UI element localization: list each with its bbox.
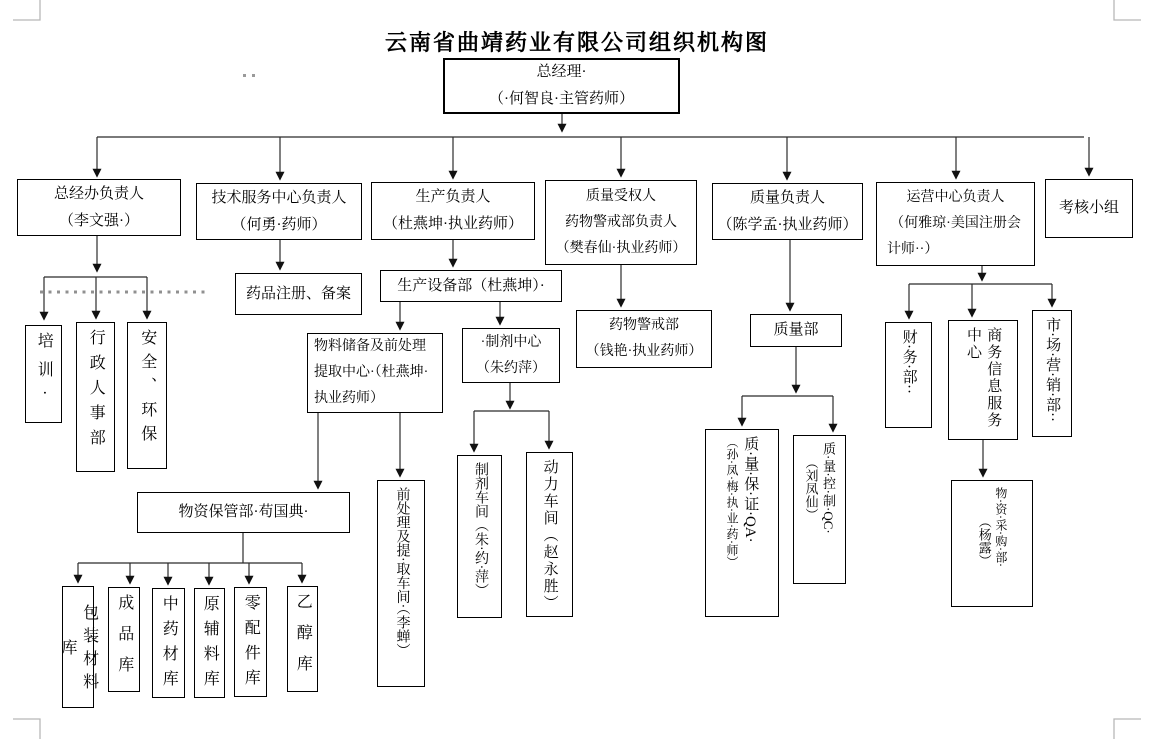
node-text: （李文强·） xyxy=(59,212,139,229)
node-text: 药物警戒部负责人 xyxy=(565,214,677,230)
node-assessment-team xyxy=(1045,179,1133,238)
node-text: （陈学孟·执业药师） xyxy=(717,216,858,233)
node-quality-head xyxy=(712,183,863,240)
node-text: （何雅琼·美国注册会 xyxy=(890,216,1021,231)
node-preparation-center xyxy=(462,328,560,383)
node-general-manager xyxy=(443,58,680,114)
node-finance-dept xyxy=(885,322,932,428)
node-text: （刘凤仙） xyxy=(803,456,819,521)
node-text: ·制剂中心 xyxy=(480,334,542,350)
node-text: 质量负责人 xyxy=(749,189,825,206)
node-drug-registration xyxy=(235,273,362,315)
node-raw-auxiliary-material-warehouse xyxy=(194,588,225,698)
node-material-storage-pretreatment-center xyxy=(307,333,443,413)
node-chinese-medicine-warehouse xyxy=(152,588,185,698)
node-text: 商务信息服务 xyxy=(985,327,1002,429)
node-training xyxy=(25,325,62,423)
node-text: 生产设备部（杜燕坤）· xyxy=(397,278,545,294)
node-text: （樊春仙·执业药师） xyxy=(555,240,687,256)
node-text: （杨露） xyxy=(976,515,992,567)
node-text: 成品库 xyxy=(115,594,133,687)
node-pharmacovigilance-dept xyxy=(576,310,712,368)
node-text: 财·务·部·· xyxy=(900,329,917,394)
node-text: （·何智良·主管药师） xyxy=(489,91,634,107)
node-text: 行政人事部 xyxy=(87,329,105,454)
node-text: 质·量·保·证·QA· xyxy=(742,436,759,543)
node-text: 药物警戒部 xyxy=(609,318,679,333)
node-production-equipment-dept xyxy=(380,270,562,302)
node-text: 制剂车间（朱·约·萍） xyxy=(472,462,488,598)
node-text: 市·场·营·销·部·· xyxy=(1044,317,1061,422)
node-text: 考核小组 xyxy=(1058,200,1119,216)
node-power-workshop xyxy=(526,452,573,617)
node-text: 前处理及提·取车间·（李蝉） xyxy=(394,487,410,658)
node-packaging-material-warehouse xyxy=(59,586,98,708)
node-preparation-workshop xyxy=(457,455,502,618)
node-admin-hr-dept xyxy=(76,322,115,472)
node-text: 质量受权人 xyxy=(586,188,656,204)
node-text: 零配件库 xyxy=(242,594,260,694)
node-text: 总经办负责人 xyxy=(53,185,144,202)
node-material-purchasing-dept xyxy=(951,480,1033,607)
node-business-info-service-center xyxy=(948,320,1018,440)
node-tech-service-head xyxy=(196,183,362,240)
node-marketing-dept xyxy=(1032,310,1072,437)
node-quality-assurance-qa xyxy=(705,429,779,617)
node-text: 包装材料库 xyxy=(59,604,98,696)
node-text: 原辅料库 xyxy=(201,595,219,695)
node-text: 执业药师） xyxy=(314,391,384,406)
node-ethanol-warehouse xyxy=(287,586,318,692)
node-text: 运营中心负责人 xyxy=(906,190,1005,205)
node-quality-dept xyxy=(750,314,842,347)
node-text: （朱约萍） xyxy=(476,360,546,376)
node-safety-environment xyxy=(127,322,167,469)
node-text: 质量部 xyxy=(773,322,819,338)
node-text: 物·资·采·购·部· xyxy=(993,487,1008,567)
node-pretreatment-extraction-workshop xyxy=(377,480,425,687)
node-text: 乙醇库 xyxy=(294,593,312,686)
node-text: 药品注册、备案 xyxy=(245,285,351,302)
node-text: 物资保管部·苟国典· xyxy=(178,504,309,520)
node-material-custody-dept xyxy=(137,492,350,533)
node-text: （孙·凤·梅·执·业·药·师） xyxy=(724,436,739,568)
formatting-marks xyxy=(243,74,255,77)
node-text: 技术服务中心负责人 xyxy=(211,189,347,206)
node-production-head xyxy=(371,182,535,240)
node-text: 中药材库 xyxy=(160,595,178,695)
node-spare-parts-warehouse xyxy=(234,587,267,697)
node-quality-control-qc xyxy=(793,435,846,584)
node-text: （杜燕坤·执业药师） xyxy=(383,216,523,232)
node-text: （钱艳·执业药师） xyxy=(585,344,703,359)
node-text: 培训· xyxy=(35,332,53,409)
node-text: 生产负责人 xyxy=(415,189,491,205)
node-operations-head xyxy=(876,182,1035,266)
node-text: 总经理· xyxy=(536,64,587,80)
node-quality-authorized-person xyxy=(545,180,697,265)
node-text: 动力车间（赵永胜） xyxy=(541,459,558,612)
node-text: （何勇·药师） xyxy=(231,216,327,233)
node-finished-goods-warehouse xyxy=(108,587,140,692)
node-text: 中心 xyxy=(965,327,981,361)
node-text: 安全、环保 xyxy=(138,329,156,449)
node-text: 计师··） xyxy=(887,242,939,257)
node-general-office-head xyxy=(17,179,181,236)
node-text: 质·量·控·制·QC· xyxy=(821,442,837,534)
node-text: 物料储备及前处理 xyxy=(314,339,426,354)
page-title: 云南省曲靖药业有限公司组织机构图 xyxy=(384,30,769,55)
node-text: 提取中心·（杜燕坤· xyxy=(314,365,429,380)
